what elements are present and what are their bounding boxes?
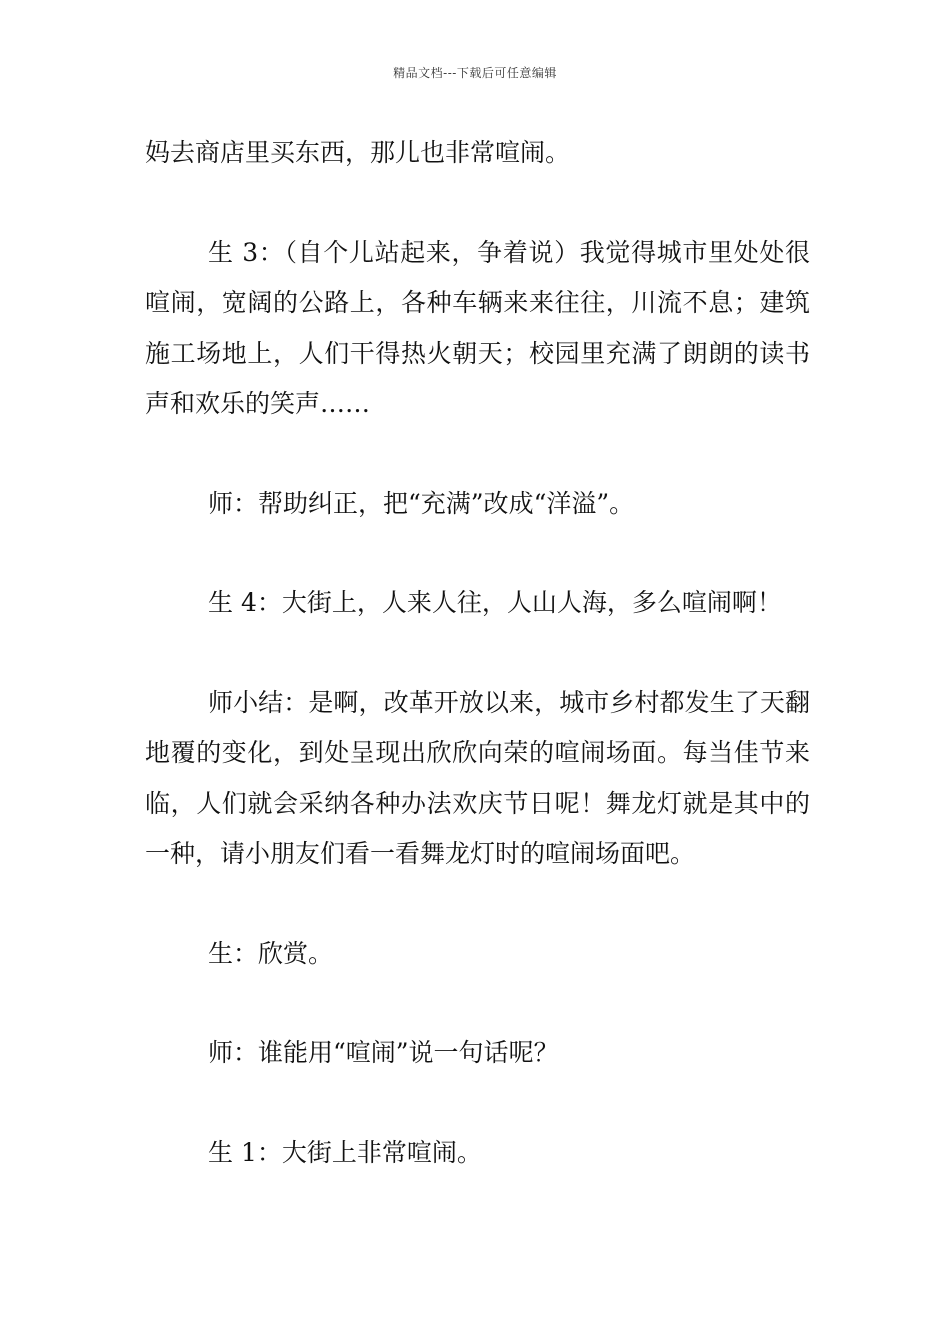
paragraph-teacher-summary: 师小结：是啊，改革开放以来，城市乡村都发生了天翻地覆的变化，到处呈现出欣欣向荣的喧闹场面。每当佳节来临，人们就会采纳各种办法欢庆节日呢！舞龙灯就是其中的一种，请小朋友们看一看舞龙灯时的喧闹场面吧。 [145,687,810,868]
paragraph-teacher-correction: 师：帮助纠正，把“充满”改成“洋溢”。 [208,488,635,518]
paragraph-student-4: 生 4：大街上，人来人往，人山人海，多么喧闹啊！ [208,588,782,617]
paragraph-teacher-question: 师：谁能用“喧闹”说一句话呢？ [208,1038,559,1067]
paragraph-continuation: 妈去商店里买东西，那儿也非常喧闹。 [145,138,571,167]
paragraph-student-3: 生 3：（自个儿站起来，争着说）我觉得城市里处处很喧闹，宽阔的公路上，各种车辆来来往往，川流不息；建筑施工场地上，人们干得热火朝天；校园里充满了朗朗的读书声和欢乐的笑声…… [145,237,810,418]
document-body [145,128,810,1178]
page-header: 精品文档---下载后可任意编辑 [393,66,557,80]
paragraph-student-1: 生 1：大街上非常喧闹。 [208,1137,482,1167]
paragraph-student-appreciate: 生：欣赏。 [208,938,334,968]
